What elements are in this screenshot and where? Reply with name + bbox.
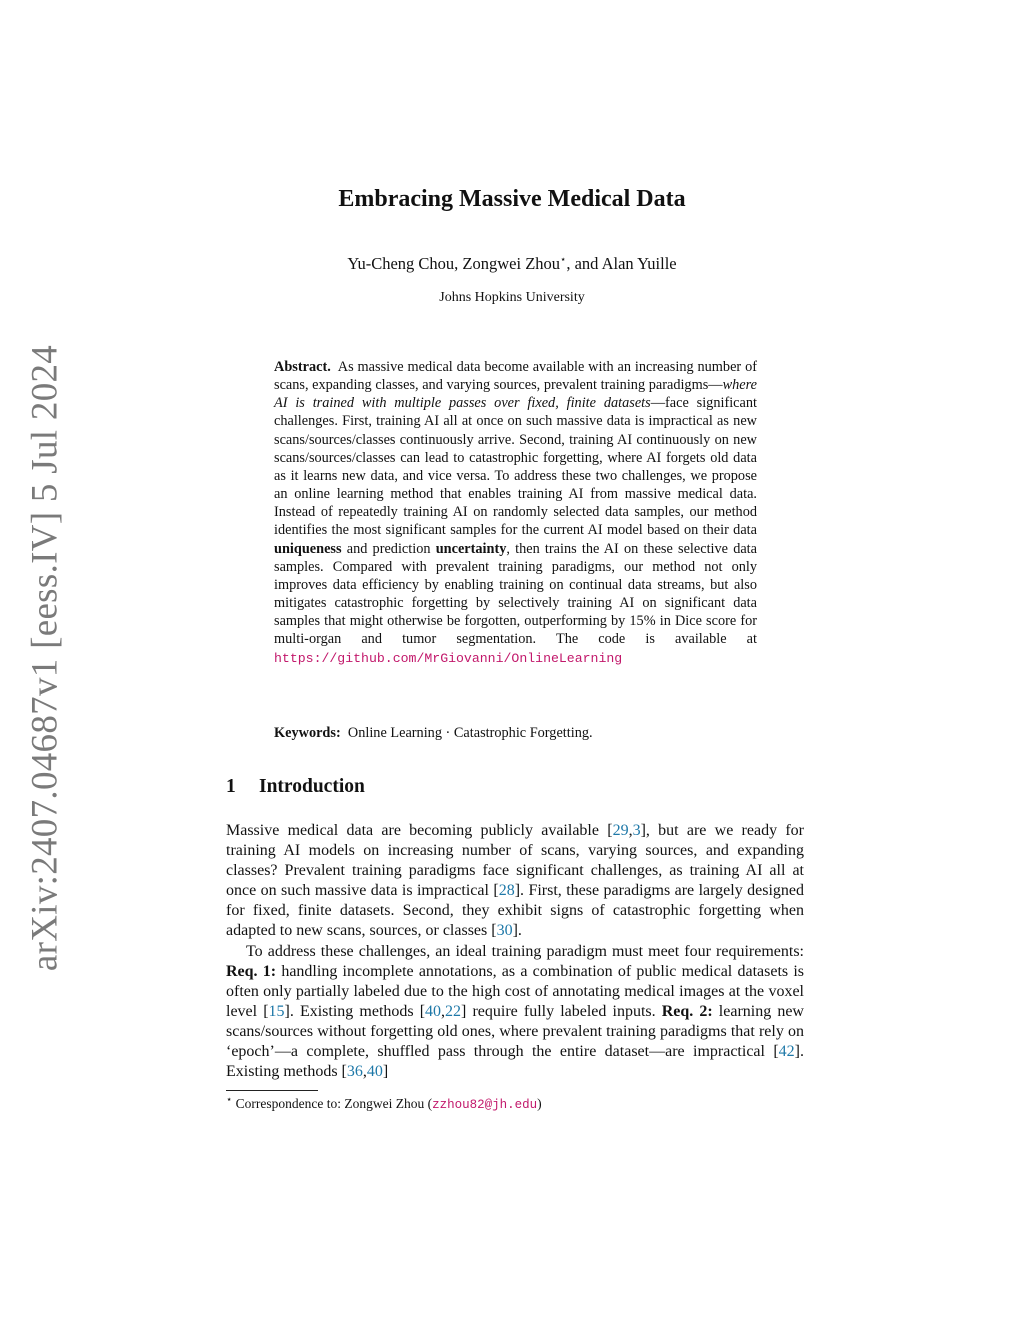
code-url-link[interactable]: https://github.com/MrGiovanni/OnlineLearning — [274, 650, 623, 666]
citation-link[interactable]: 3 — [632, 822, 641, 839]
citation-link[interactable]: 40 — [366, 1063, 383, 1081]
citation-link[interactable]: 29 — [612, 822, 629, 839]
citation-link[interactable]: 22 — [445, 1002, 462, 1020]
text: Massive medical data are becoming publicly available [ — [226, 822, 613, 839]
paper-title: Embracing Massive Medical Data — [338, 186, 686, 212]
abstract-bold: uncertainty — [435, 540, 507, 557]
text: , — [628, 822, 633, 839]
keywords-text: Online Learning · Catastrophic Forgetting. — [347, 725, 593, 741]
text: handling incomplete annotations, as a combination of public medical datasets is often only partially labeled due to the high cost of annotating medical images at the voxel level [ — [226, 962, 804, 1020]
citation-link[interactable]: 42 — [778, 1043, 795, 1061]
requirement-label: Req. 1: — [226, 962, 277, 980]
text: ]. — [512, 922, 522, 940]
intro-paragraph-2 — [226, 942, 804, 1083]
text: ]. Existing methods [ — [284, 1002, 426, 1020]
section-number: 1 — [226, 776, 236, 797]
author-names: Yu-Cheng Chou, Zongwei Zhou — [347, 254, 561, 273]
footnote-close: ) — [537, 1096, 542, 1111]
intro-paragraph-1 — [226, 821, 804, 942]
citation-link[interactable]: 36 — [346, 1063, 363, 1081]
affiliation: Johns Hopkins University — [439, 290, 585, 305]
text: ] — [382, 1063, 389, 1081]
citation-link[interactable]: 28 — [498, 882, 515, 900]
text: ], but are we ready for training AI models on increasing number of scans, varying sources, and expanding classes? Prevalent training paradigms face significant challenges, as training AI all at once on such massive data is impractical [ — [226, 822, 804, 900]
text: ] require fully labeled inputs. — [461, 1002, 662, 1020]
abstract-text: and prediction — [341, 540, 436, 557]
author-names-end: , and Alan Yuille — [566, 254, 677, 273]
text: ]. First, these paradigms are largely designed for fixed, finite datasets. Second, they exhibit signs of catastrophic forgetting when adapted to new scans, sources, or classes [ — [226, 882, 805, 940]
author-list — [0, 254, 1024, 274]
introduction-body — [226, 821, 804, 1082]
footnote-text: Correspondence to: Zongwei Zhou ( — [232, 1096, 433, 1111]
email-link[interactable]: zzhou82@jh.edu — [432, 1098, 538, 1112]
text: ]. Existing methods [ — [226, 1043, 804, 1081]
citation-link[interactable]: 40 — [425, 1002, 442, 1020]
section-title: Introduction — [259, 776, 365, 797]
footnote-rule — [226, 1090, 318, 1091]
requirement-label: Req. 2: — [661, 1002, 713, 1020]
text: , — [362, 1063, 367, 1081]
keywords-label: Keywords: — [274, 725, 341, 741]
section-heading — [226, 776, 365, 798]
citation-link[interactable]: 30 — [496, 922, 513, 940]
abstract-bold: uniqueness — [274, 540, 342, 557]
abstract-text: —face significant challenges. First, training AI all at once on such massive data is impractical as new scans/sources/classes continuously arrive. Second, training AI continuously on new scans/sources/classes can lead to catastrophic forgetting, where AI forgets old data as it learns new data, and vice versa. To address these two challenges, we propose an online learning method that enables training AI from massive medical data. Instead of repeatedly training AI on randomly selected data samples, our method identifies the most significant samples for the current AI model based on their data — [274, 395, 757, 539]
abstract-text: , then trains the AI on these selective data samples. Compared with prevalent training paradigms, our method not only improves data efficiency by enabling training on continual data streams, but also mitigates catastrophic forgetting by selectively training AI on significant data samples that might otherwise be forgotten, outperforming by 15% in Dice score for multi-organ and tumor segmentation. The code is available at — [274, 540, 758, 648]
citation-link[interactable]: 15 — [268, 1002, 285, 1020]
abstract-text: As massive medical data become available with an increasing number of scans, expanding classes, and varying sources, prevalent training paradigms— — [274, 359, 757, 394]
footnote-marker: ⋆ — [226, 1094, 233, 1106]
text: , — [441, 1002, 446, 1020]
abstract-label: Abstract. — [274, 359, 331, 375]
arxiv-stamp-text: arXiv:2407.04687v1 [eess.IV] 5 Jul 2024 — [24, 344, 66, 972]
text: learning new scans/sources without forgetting old ones, where prevalent training paradigms that rely on ‘epoch’—a complete, shuffled pass through the entire dataset—are impractical [ — [226, 1002, 804, 1061]
abstract — [274, 358, 757, 668]
author-marker: ⋆ — [560, 254, 567, 266]
text: To address these challenges, an ideal training paradigm must meet four requirements: — [246, 942, 804, 960]
footnote — [226, 1096, 542, 1112]
keywords — [274, 725, 757, 742]
abstract-italic: where AI is trained with multiple passes over fixed, finite datasets — [274, 377, 757, 412]
